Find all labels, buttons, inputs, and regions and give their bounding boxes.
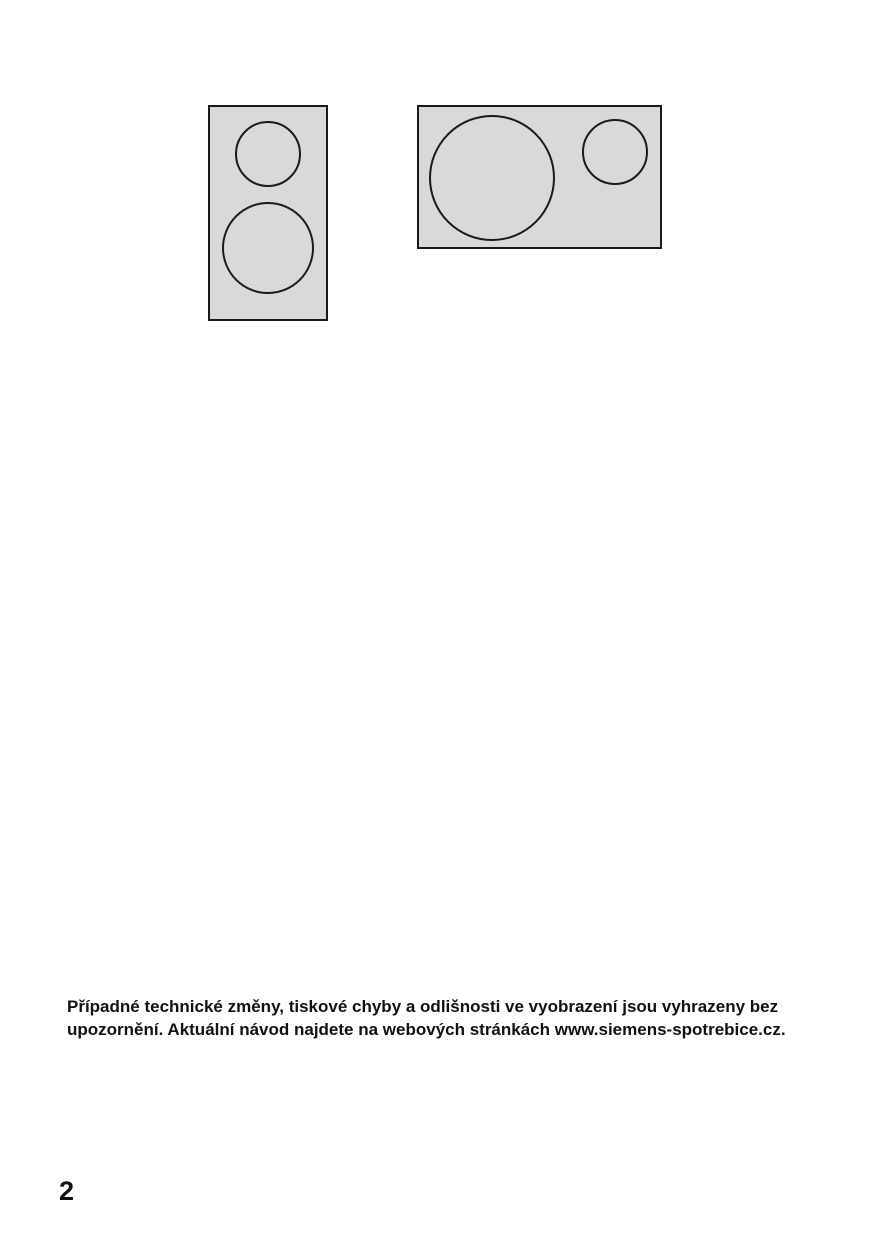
disclaimer-notice: Případné technické změny, tiskové chyby a odlišnosti ve vyobrazení jsou vyhrazeny bez upozornění. Aktuální návod najdete na webových stránkách www.siemens-spotrebice.cz. (67, 997, 786, 1039)
small-cooking-zone (236, 122, 300, 186)
hob-diagram-horizontal (417, 105, 662, 249)
page-number: 2 (59, 1176, 75, 1206)
hob-diagram-vertical (208, 105, 328, 321)
large-cooking-zone (223, 203, 313, 293)
small-cooking-zone (583, 120, 647, 184)
hob-horizontal-drawing (419, 107, 660, 247)
large-cooking-zone (430, 116, 554, 240)
hob-vertical-drawing (210, 107, 326, 319)
